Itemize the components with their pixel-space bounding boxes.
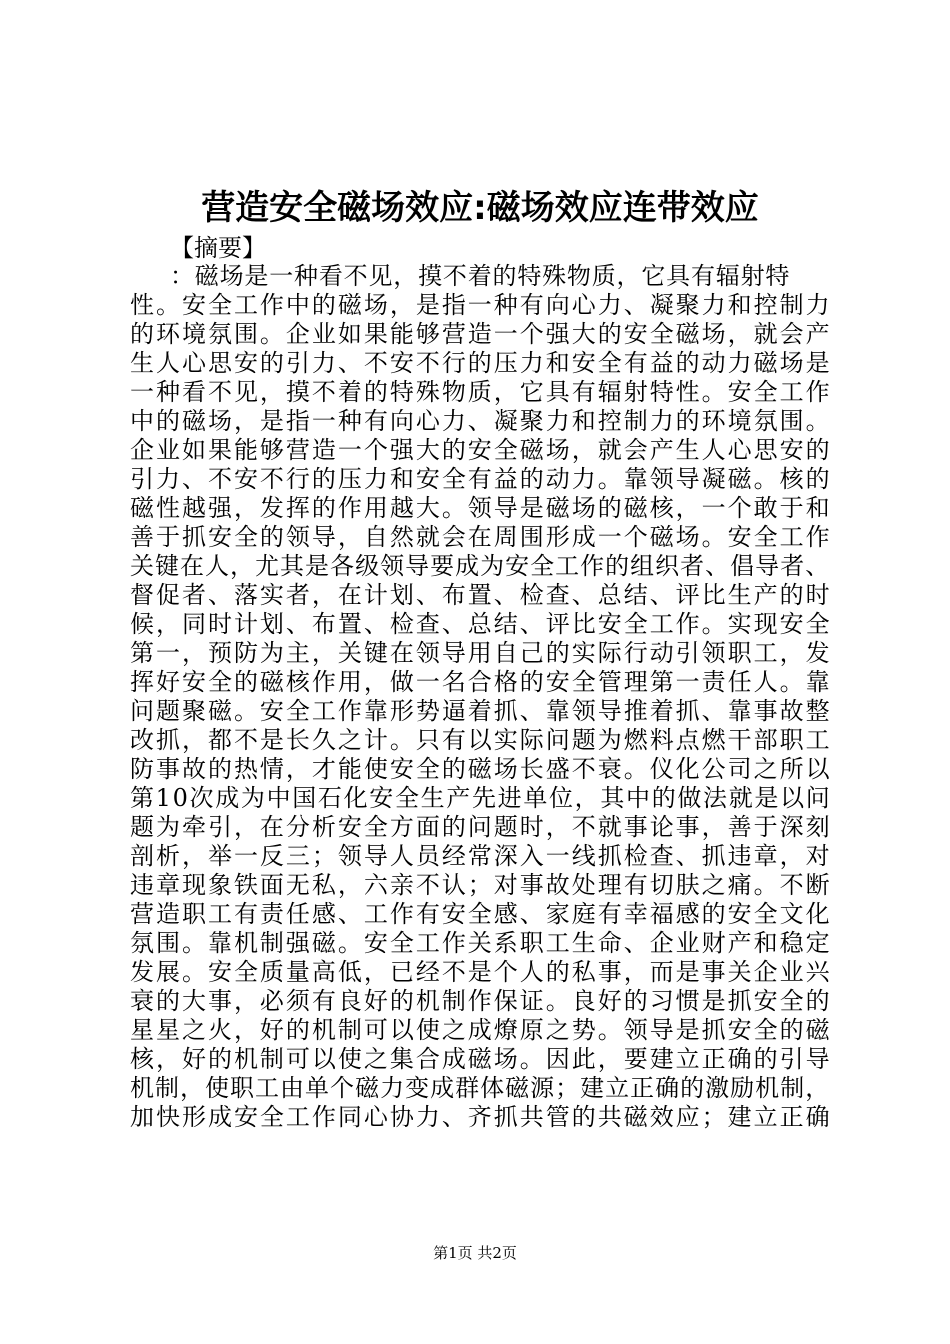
body-line: 营造职工有责任感、工作有安全感、家庭有幸福感的安全文化 xyxy=(130,900,832,928)
body-line: 改抓，都不是长久之计。只有以实际问题为燃料点燃干部职工 xyxy=(130,726,832,754)
body-line: 加快形成安全工作同心协力、齐抓共管的共磁效应；建立正确 xyxy=(130,1103,832,1131)
body-line: 发展。安全质量高低，已经不是个人的私事，而是事关企业兴 xyxy=(130,958,832,986)
body-line: 企业如果能够营造一个强大的安全磁场，就会产生人心思安的 xyxy=(130,436,832,464)
body-line: 第10次成为中国石化安全生产先进单位，其中的做法就是以问 xyxy=(130,784,832,812)
body-line: 中的磁场，是指一种有向心力、凝聚力和控制力的环境氛围。 xyxy=(130,407,832,435)
body-line: ：磁场是一种看不见，摸不着的特殊物质，它具有辐射特 xyxy=(170,262,791,290)
body-line: 题为牵引，在分析安全方面的问题时，不就事论事，善于深刻 xyxy=(130,813,832,841)
body-line: 氛围。靠机制强磁。安全工作关系职工生命、企业财产和稳定 xyxy=(130,929,832,957)
body-line: 违章现象铁面无私，六亲不认；对事故处理有切肤之痛。不断 xyxy=(130,871,832,899)
body-line: 的环境氛围。企业如果能够营造一个强大的安全磁场，就会产 xyxy=(130,320,832,348)
body-line: 挥好安全的磁核作用，做一名合格的安全管理第一责任人。靠 xyxy=(130,668,832,696)
body-line: 性。安全工作中的磁场，是指一种有向心力、凝聚力和控制力 xyxy=(130,291,832,319)
body-line: 问题聚磁。安全工作靠形势逼着抓、靠领导推着抓、靠事故整 xyxy=(130,697,832,725)
abstract-label: 【摘要】 xyxy=(170,234,266,262)
body-line: 核，好的机制可以使之集合成磁场。因此，要建立正确的引导 xyxy=(130,1045,832,1073)
body-line: 生人心思安的引力、不安不行的压力和安全有益的动力磁场是 xyxy=(130,349,832,377)
body-line: 关键在人，尤其是各级领导要成为安全工作的组织者、倡导者、 xyxy=(130,552,831,580)
body-line: 星星之火，好的机制可以使之成燎原之势。领导是抓安全的磁 xyxy=(130,1016,832,1044)
body-line: 善于抓安全的领导，自然就会在周围形成一个磁场。安全工作 xyxy=(130,523,832,551)
abstract-body xyxy=(130,262,830,1132)
body-line: 防事故的热情，才能使安全的磁场长盛不衰。仪化公司之所以 xyxy=(130,755,832,783)
body-line: 第一，预防为主，关键在领导用自己的实际行动引领职工，发 xyxy=(130,639,832,667)
page-number-footer: 第1页 共2页 xyxy=(433,1244,517,1262)
body-line: 一种看不见，摸不着的特殊物质，它具有辐射特性。安全工作 xyxy=(130,378,832,406)
body-line: 剖析，举一反三；领导人员经常深入一线抓检查、抓违章，对 xyxy=(130,842,832,870)
body-line: 候，同时计划、布置、检查、总结、评比安全工作。实现安全 xyxy=(130,610,832,638)
body-line: 衰的大事，必须有良好的机制作保证。良好的习惯是抓安全的 xyxy=(130,987,832,1015)
body-line: 磁性越强，发挥的作用越大。领导是磁场的磁核，一个敢于和 xyxy=(130,494,832,522)
body-line: 引力、不安不行的压力和安全有益的动力。靠领导凝磁。核的 xyxy=(130,465,832,493)
body-line: 机制，使职工由单个磁力变成群体磁源；建立正确的激励机制， xyxy=(130,1074,831,1102)
body-line: 督促者、落实者，在计划、布置、检查、总结、评比生产的时 xyxy=(130,581,832,609)
document-title: 营造安全磁场效应:磁场效应连带效应 xyxy=(201,188,759,228)
